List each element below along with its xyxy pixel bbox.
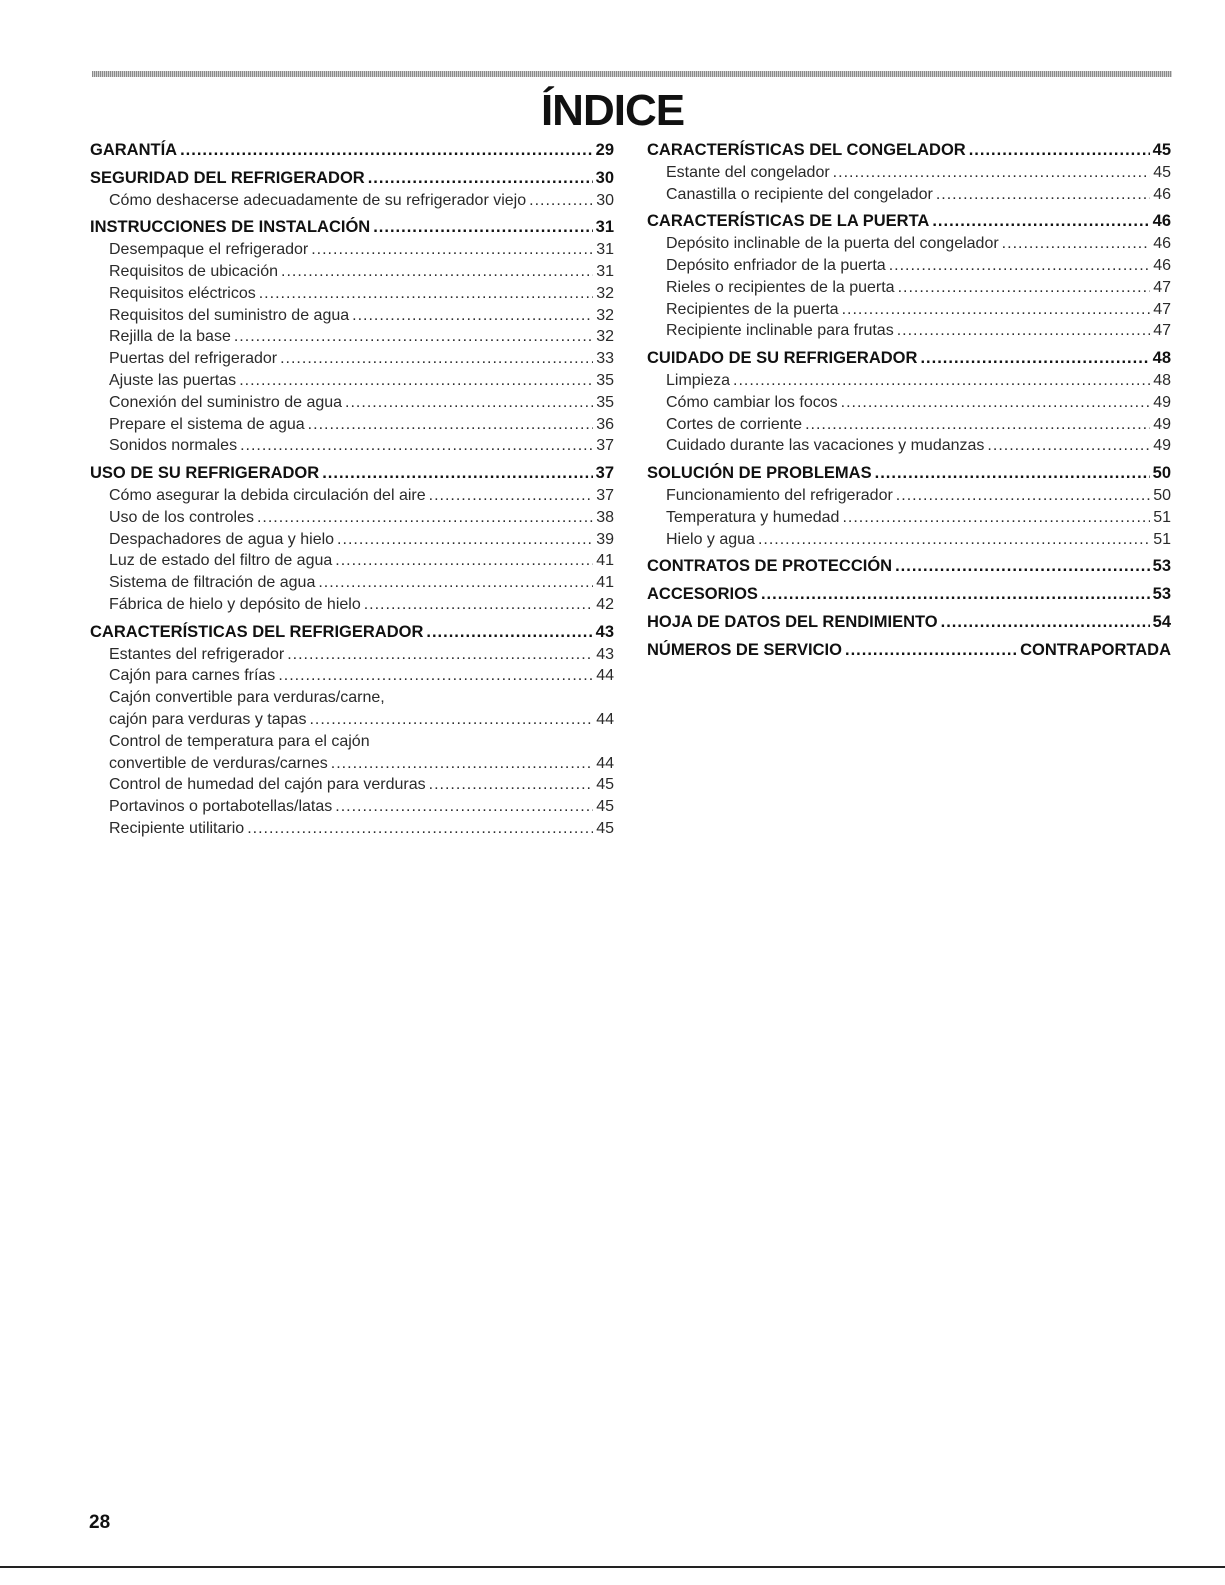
toc-dot-leader [842, 299, 1151, 321]
toc-dot-leader [875, 463, 1150, 485]
toc-subentry[interactable] [647, 277, 1171, 299]
toc-subentry[interactable] [90, 283, 614, 305]
page-number: 28 [89, 1512, 111, 1533]
toc-dot-leader [426, 622, 592, 644]
toc-subentry[interactable] [647, 414, 1171, 436]
toc-dot-leader [833, 162, 1151, 184]
toc-section-entry[interactable] [647, 348, 1171, 370]
toc-subentry[interactable] [90, 261, 614, 283]
toc-page-number: 37 [595, 464, 614, 483]
toc-dot-leader [920, 348, 1149, 370]
toc-entry-label: CARACTERÍSTICAS DEL REFRIGERADOR [90, 622, 424, 641]
toc-entry-label: Prepare el sistema de agua [109, 415, 305, 433]
toc-page-number: 35 [596, 393, 614, 411]
toc-dot-leader [373, 217, 592, 239]
toc-dot-leader [529, 190, 593, 212]
toc-subentry[interactable] [647, 435, 1171, 457]
toc-dot-leader [895, 556, 1150, 578]
toc-entry-label: Rejilla de la base [109, 328, 231, 346]
toc-subentry[interactable] [647, 299, 1171, 321]
toc-subentry[interactable] [90, 665, 614, 687]
toc-subentry[interactable] [90, 414, 614, 436]
toc-dot-leader [896, 485, 1150, 507]
toc-section-entry[interactable] [647, 556, 1171, 578]
toc-page-number: 32 [596, 306, 614, 324]
toc-entry-label: CARACTERÍSTICAS DE LA PUERTA [647, 212, 930, 231]
toc-page-number: 44 [596, 710, 614, 728]
toc-page-number: 49 [1153, 437, 1171, 455]
toc-dot-leader [368, 168, 593, 190]
toc-page-number: 46 [1153, 235, 1171, 253]
toc-section-entry[interactable] [647, 584, 1171, 606]
toc-page-number: 45 [1152, 141, 1171, 159]
toc-page-number: 53 [1152, 557, 1171, 576]
toc-entry-label: ACCESORIOS [647, 585, 758, 604]
toc-entry-label: HOJA DE DATOS DEL RENDIMIENTO [647, 612, 938, 631]
toc-dot-leader [805, 414, 1150, 436]
toc-entry-label: Temperatura y humedad [666, 508, 840, 526]
toc-subentry[interactable] [647, 370, 1171, 392]
toc-subentry[interactable] [90, 435, 614, 457]
toc-entry-label: Cómo cambiar los focos [666, 393, 838, 411]
toc-dot-leader [331, 753, 593, 775]
toc-page-number: 51 [1153, 530, 1171, 548]
toc-dot-leader [429, 485, 594, 507]
toc-subentry[interactable] [647, 162, 1171, 184]
toc-page-number: 49 [1153, 415, 1171, 433]
toc-right-column [647, 140, 1171, 662]
toc-page-number: 50 [1153, 486, 1171, 504]
toc-entry-label: Depósito inclinable de la puerta del congelador [666, 235, 999, 253]
toc-subentry-line [90, 731, 614, 753]
toc-page-number: 48 [1152, 349, 1171, 368]
toc-section-entry[interactable] [90, 463, 614, 485]
toc-page-number: 54 [1152, 612, 1171, 631]
toc-page-number: 30 [595, 168, 614, 187]
toc-subentry[interactable] [90, 774, 614, 796]
toc-page-number: CONTRAPORTADA [1020, 640, 1171, 659]
toc-section-entry[interactable] [647, 463, 1171, 485]
toc-dot-leader [733, 370, 1150, 392]
toc-subentry[interactable] [90, 485, 614, 507]
toc-dot-leader [337, 529, 593, 551]
toc-dot-leader [941, 612, 1150, 634]
toc-dot-leader [345, 392, 593, 414]
toc-page-number: 32 [596, 328, 614, 346]
toc-page-number: 41 [596, 574, 614, 592]
toc-page-number: 46 [1153, 256, 1171, 274]
toc-entry-label: Conexión del suministro de agua [109, 393, 343, 411]
toc-dot-leader [322, 463, 592, 485]
toc-entry-label: Requisitos de ubicación [109, 262, 278, 280]
toc-entry-label: NÚMEROS DE SERVICIO [647, 640, 842, 659]
toc-subentry[interactable] [647, 392, 1171, 414]
toc-dot-leader [932, 211, 1149, 233]
toc-entry-label: Cajón para carnes frías [109, 667, 276, 685]
toc-entry-label: Sistema de filtración de agua [109, 574, 316, 592]
toc-page-number: 37 [596, 486, 614, 504]
toc-dot-leader [308, 414, 594, 436]
toc-entry-label: Limpieza [666, 371, 731, 389]
toc-dot-leader [281, 261, 593, 283]
footer-rule [0, 1566, 1225, 1568]
toc-entry-label: Requisitos del suministro de agua [109, 306, 350, 324]
toc-entry-label: Funcionamiento del refrigerador [666, 486, 893, 504]
toc-dot-leader [758, 529, 1150, 551]
toc-subentry[interactable] [90, 392, 614, 414]
toc-subentry[interactable] [647, 184, 1171, 206]
toc-entry-label: Uso de los controles [109, 508, 254, 526]
toc-dot-leader [280, 348, 593, 370]
toc-dot-leader [352, 305, 593, 327]
toc-page-number: 47 [1153, 300, 1171, 318]
toc-page-number: 43 [596, 645, 614, 663]
toc-page-number: 43 [595, 622, 614, 641]
toc-subentry[interactable] [90, 818, 614, 840]
toc-subentry[interactable] [647, 507, 1171, 529]
toc-entry-label: USO DE SU REFRIGERADOR [90, 464, 320, 483]
toc-dot-leader [936, 184, 1150, 206]
toc-dot-leader [259, 283, 593, 305]
toc-dot-leader [987, 435, 1150, 457]
toc-entry-label: SOLUCIÓN DE PROBLEMAS [647, 464, 872, 483]
toc-section-entry[interactable] [647, 211, 1171, 233]
toc-entry-label: Recipiente utilitario [109, 819, 245, 837]
toc-dot-leader [180, 140, 593, 162]
toc-page-number: 47 [1153, 322, 1171, 340]
toc-subentry[interactable] [90, 326, 614, 348]
toc-page-number: 51 [1153, 508, 1171, 526]
toc-page-number: 41 [596, 552, 614, 570]
toc-page-number: 47 [1153, 278, 1171, 296]
toc-subentry[interactable] [647, 255, 1171, 277]
toc-subentry[interactable] [90, 572, 614, 594]
toc-entry-label: Puertas del refrigerador [109, 350, 278, 368]
toc-dot-leader [287, 644, 593, 666]
toc-page-number: 37 [596, 437, 614, 455]
toc-subentry[interactable] [647, 529, 1171, 551]
toc-entry-label: Hielo y agua [666, 530, 755, 548]
toc-entry-label: Cortes de corriente [666, 415, 803, 433]
toc-subentry[interactable] [90, 644, 614, 666]
toc-entry-label: convertible de verduras/carnes [109, 754, 328, 772]
toc-entry-label: Sonidos normales [109, 437, 238, 455]
toc-page-number: 35 [596, 371, 614, 389]
toc-subentry[interactable] [90, 796, 614, 818]
toc-left-column [90, 140, 614, 840]
toc-page-number: 45 [1153, 163, 1171, 181]
toc-subentry-line [90, 687, 614, 709]
toc-page-number: 31 [596, 262, 614, 280]
toc-dot-leader [1002, 233, 1151, 255]
toc-entry-label: CUIDADO DE SU REFRIGERADOR [647, 349, 918, 368]
toc-dot-leader [239, 370, 593, 392]
toc-entry-label: Canastilla o recipiente del congelador [666, 185, 933, 203]
toc-subentry[interactable] [90, 305, 614, 327]
toc-subentry[interactable] [647, 485, 1171, 507]
toc-page-number: 45 [596, 798, 614, 816]
toc-dot-leader [234, 326, 593, 348]
toc-dot-leader [889, 255, 1151, 277]
toc-entry-label: Recipientes de la puerta [666, 300, 839, 318]
toc-entry-label: Cuidado durante las vacaciones y mudanzas [666, 437, 985, 455]
toc-entry-label: cajón para verduras y tapas [109, 710, 307, 728]
toc-entry-label: Control de humedad del cajón para verduras [109, 776, 426, 794]
toc-page-number: 46 [1153, 185, 1171, 203]
toc-page-number: 50 [1152, 464, 1171, 483]
toc-dot-leader [897, 320, 1151, 342]
toc-entry-label: Cajón convertible para verduras/carne, [109, 689, 385, 707]
toc-page-number: 31 [595, 218, 614, 237]
toc-page-number: 36 [596, 415, 614, 433]
toc-dot-leader [278, 665, 593, 687]
toc-dot-leader [841, 392, 1151, 414]
toc-dot-leader [761, 584, 1150, 606]
toc-entry-label: GARANTÍA [90, 141, 178, 159]
toc-dot-leader [318, 572, 593, 594]
toc-section-entry[interactable] [90, 140, 614, 162]
toc-page-number: 45 [596, 776, 614, 794]
toc-section-entry[interactable] [647, 612, 1171, 634]
toc-subentry[interactable] [90, 239, 614, 261]
toc-dot-leader [240, 435, 593, 457]
toc-page-number: 39 [596, 530, 614, 548]
toc-subentry[interactable] [90, 709, 614, 731]
toc-entry-label: Ajuste las puertas [109, 371, 237, 389]
toc-entry-label: Cómo asegurar la debida circulación del aire [109, 486, 426, 504]
toc-page-number: 42 [596, 595, 614, 613]
toc-subentry[interactable] [90, 190, 614, 212]
toc-entry-label: Estantes del refrigerador [109, 645, 285, 663]
toc-subentry[interactable] [90, 529, 614, 551]
toc-dot-leader [257, 507, 593, 529]
toc-page-number: 44 [596, 754, 614, 772]
toc-entry-label: CARACTERÍSTICAS DEL CONGELADOR [647, 141, 966, 159]
toc-subentry[interactable] [90, 507, 614, 529]
toc-dot-leader [247, 818, 593, 840]
toc-dot-leader [364, 594, 593, 616]
toc-entry-label: Rieles o recipientes de la puerta [666, 278, 895, 296]
toc-section-entry[interactable] [90, 168, 614, 190]
toc-entry-label: Depósito enfriador de la puerta [666, 256, 886, 274]
toc-section-entry[interactable] [90, 622, 614, 644]
toc-dot-leader [845, 640, 1017, 662]
toc-entry-label: Cómo deshacerse adecuadamente de su refrigerador viejo [109, 191, 527, 209]
toc-section-entry[interactable] [647, 640, 1171, 662]
toc-page-number: 33 [596, 350, 614, 368]
toc-entry-label: Estante del congelador [666, 163, 830, 181]
toc-page-number: 30 [596, 191, 614, 209]
toc-dot-leader [335, 550, 593, 572]
toc-page-number: 48 [1153, 371, 1171, 389]
toc-subentry[interactable] [90, 594, 614, 616]
toc-entry-label: Control de temperatura para el cajón [109, 732, 370, 750]
toc-entry-label: Requisitos eléctricos [109, 284, 256, 302]
toc-entry-label: Fábrica de hielo y depósito de hielo [109, 595, 361, 613]
toc-subentry[interactable] [90, 348, 614, 370]
page-title: ÍNDICE [540, 86, 685, 135]
toc-dot-leader [335, 796, 593, 818]
toc-entry-label: Recipiente inclinable para frutas [666, 322, 894, 340]
toc-entry-label: Desempaque el refrigerador [109, 241, 309, 259]
toc-dot-leader [429, 774, 594, 796]
toc-dot-leader [311, 239, 593, 261]
header-rule [92, 71, 1172, 77]
toc-dot-leader [969, 140, 1150, 162]
toc-entry-label: Luz de estado del filtro de agua [109, 552, 333, 570]
toc-subentry[interactable] [647, 233, 1171, 255]
toc-page-number: 38 [596, 508, 614, 526]
toc-dot-leader [309, 709, 593, 731]
toc-dot-leader [898, 277, 1151, 299]
toc-page-number: 44 [596, 667, 614, 685]
toc-entry-label: INSTRUCCIONES DE INSTALACIÓN [90, 218, 371, 237]
toc-page-number: 31 [596, 241, 614, 259]
toc-subentry[interactable] [90, 753, 614, 775]
toc-section-entry[interactable] [647, 140, 1171, 162]
toc-entry-label: CONTRATOS DE PROTECCIÓN [647, 557, 893, 576]
toc-section-entry[interactable] [90, 217, 614, 239]
toc-page-number: 45 [596, 819, 614, 837]
toc-page-number: 49 [1153, 393, 1171, 411]
toc-entry-label: SEGURIDAD DEL REFRIGERADOR [90, 168, 365, 187]
toc-entry-label: Portavinos o portabotellas/latas [109, 798, 333, 816]
toc-entry-label: Despachadores de agua y hielo [109, 530, 335, 548]
toc-subentry[interactable] [90, 370, 614, 392]
toc-page-number: 53 [1152, 585, 1171, 604]
toc-page-number: 29 [595, 141, 614, 159]
toc-page-number: 32 [596, 284, 614, 302]
toc-page-number: 46 [1152, 212, 1171, 231]
toc-dot-leader [842, 507, 1150, 529]
toc-subentry[interactable] [647, 320, 1171, 342]
toc-subentry[interactable] [90, 550, 614, 572]
